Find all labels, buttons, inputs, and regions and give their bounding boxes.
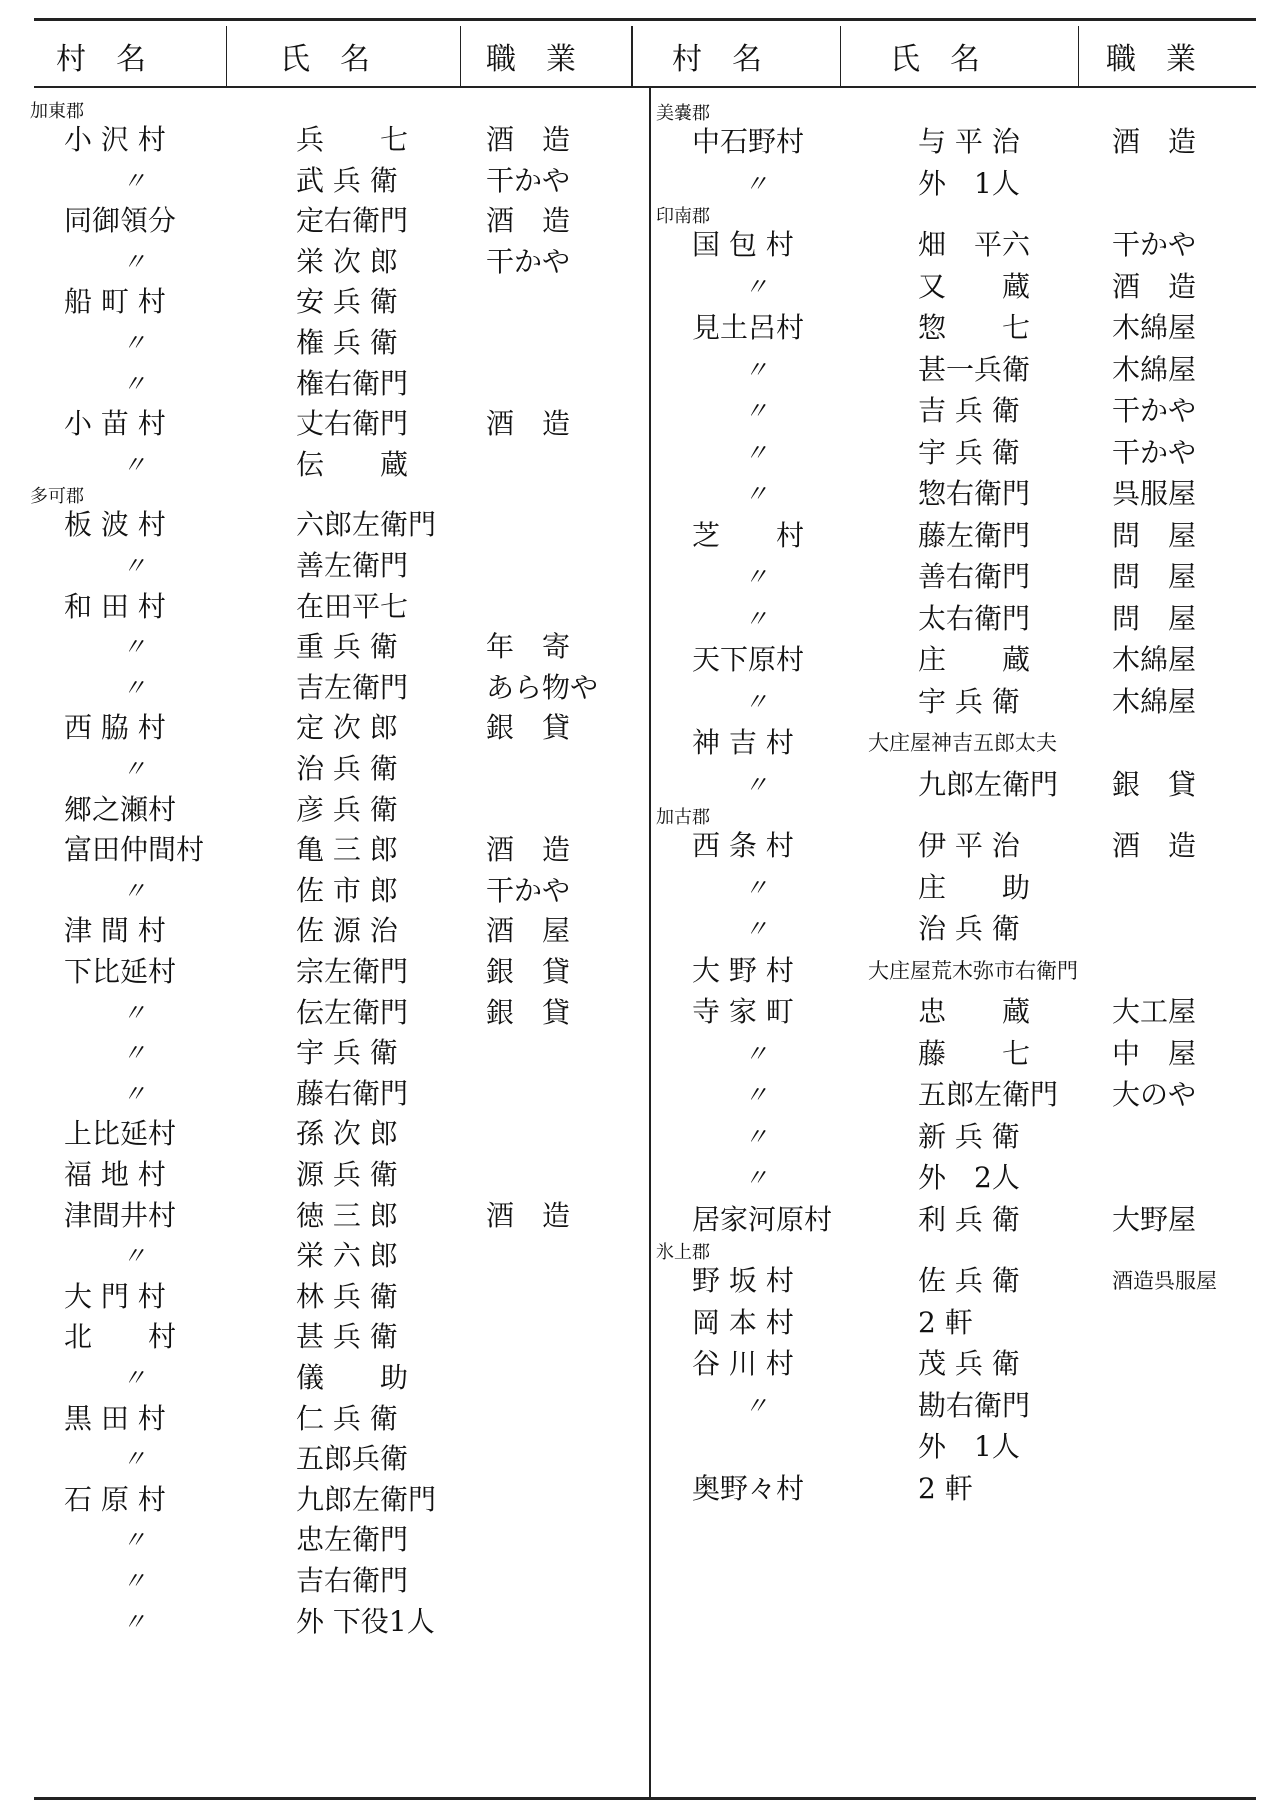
name-cell: 藤 七 — [918, 1036, 1031, 1070]
list-item — [0, 1261, 1279, 1301]
village-cell: 〃 — [122, 1526, 146, 1555]
list-item — [0, 599, 1279, 639]
name-cell: 定右衛門 — [296, 204, 409, 238]
occupation-cell: 酒造呉服屋 — [1112, 1269, 1217, 1293]
occupation-cell: 酒 造 — [486, 833, 571, 867]
name-cell: 安 兵 衛 — [296, 285, 398, 319]
list-item — [0, 1602, 1279, 1642]
name-cell-wide: 大庄屋荒木弥市右衛門 — [868, 958, 1078, 983]
name-cell: 権 兵 衛 — [296, 326, 398, 359]
name-cell: 忠 蔵 — [918, 995, 1031, 1028]
header-label: 職 業 — [1106, 42, 1196, 77]
occupation-cell: 木綿屋 — [1112, 684, 1197, 718]
occupation-cell: あら物や — [486, 670, 599, 704]
list-item — [0, 1561, 1279, 1601]
village-cell: 〃 — [122, 450, 146, 479]
village-cell: 〃 — [744, 770, 768, 799]
name-cell: 善左衛門 — [296, 549, 409, 582]
village-cell: 〃 — [122, 998, 146, 1027]
list-item — [0, 1200, 1279, 1240]
name-cell: 宗左衛門 — [296, 955, 409, 988]
district-label: 印南郡 — [656, 206, 710, 227]
village-cell: 天下原村 — [692, 643, 805, 676]
name-cell: 又 蔵 — [918, 269, 1031, 303]
village-cell: 〃 — [744, 1164, 768, 1192]
village-cell: 〃 — [744, 355, 768, 384]
name-cell: 与 平 治 — [918, 125, 1020, 158]
village-cell: 〃 — [122, 552, 146, 580]
name-cell: 兵 七 — [296, 123, 409, 156]
header-sep-3 — [631, 26, 633, 86]
occupation-cell: 問 屋 — [1112, 560, 1197, 593]
name-cell: 仁 兵 衛 — [296, 1401, 398, 1435]
name-cell: 宇 兵 衛 — [296, 1036, 398, 1070]
district-label: 加古郡 — [656, 807, 710, 828]
name-cell: 九郎左衛門 — [918, 767, 1059, 801]
header-sep-4 — [840, 26, 841, 86]
list-item — [0, 992, 1279, 1032]
list-item — [0, 1117, 1279, 1157]
village-cell: 〃 — [122, 633, 146, 662]
name-cell: 権右衛門 — [296, 366, 409, 400]
village-cell: 〃 — [122, 1039, 146, 1068]
village-cell: 野 坂 村 — [692, 1264, 794, 1297]
village-cell: 郷之瀬村 — [64, 792, 177, 826]
occupation-cell: 年 寄 — [486, 630, 571, 664]
village-cell: 〃 — [744, 1081, 768, 1109]
name-cell: 宇 兵 衛 — [918, 684, 1020, 718]
village-cell: 西 脇 村 — [64, 711, 166, 745]
name-cell: 佐 源 治 — [296, 914, 398, 948]
name-cell: 定 次 郎 — [296, 711, 398, 745]
name-cell: 庄 蔵 — [918, 643, 1031, 676]
name-cell: 外 1人 — [918, 1430, 1020, 1463]
name-cell: 藤右衛門 — [296, 1076, 409, 1110]
list-item — [0, 1386, 1279, 1426]
occupation-cell: 干かや — [1112, 228, 1197, 261]
village-cell: 岡 本 村 — [692, 1305, 794, 1339]
village-cell: 〃 — [744, 480, 768, 508]
village-cell: 〃 — [122, 1364, 146, 1392]
occupation-cell: 干かや — [1112, 394, 1197, 427]
name-cell: 2 軒 — [918, 1471, 973, 1505]
village-cell: 〃 — [744, 563, 768, 591]
village-cell: 芝 村 — [692, 518, 805, 552]
list-item — [0, 1469, 1279, 1509]
district-label: 加東郡 — [30, 101, 84, 122]
village-cell: 〃 — [744, 397, 768, 425]
occupation-cell: 酒 造 — [1112, 125, 1197, 158]
village-cell: 小 苗 村 — [64, 407, 166, 441]
name-cell: 林 兵 衛 — [296, 1279, 398, 1313]
header-name-left — [280, 26, 410, 86]
occupation-cell: 銀 貸 — [486, 955, 571, 988]
list-item — [0, 225, 1279, 265]
name-cell: 外 下役1人 — [296, 1604, 435, 1638]
name-cell: 治 兵 衛 — [296, 752, 398, 785]
village-cell: 西 条 村 — [692, 829, 794, 862]
occupation-cell: 銀 貸 — [486, 711, 571, 745]
list-item — [0, 826, 1279, 866]
list-item — [0, 1034, 1279, 1074]
village-cell: 〃 — [122, 247, 146, 276]
occupation-cell: 木綿屋 — [1112, 311, 1197, 344]
village-cell: 居家河原村 — [692, 1202, 833, 1236]
header-village-right — [672, 26, 802, 86]
name-cell: 丈右衛門 — [296, 407, 409, 441]
occupation-cell: 酒 造 — [486, 1198, 571, 1232]
village-cell: 〃 — [122, 1079, 146, 1108]
name-cell: 畑 平六 — [918, 228, 1031, 261]
list-item — [0, 723, 1279, 763]
header-occupation-left — [486, 26, 606, 86]
occupation-cell: 大のや — [1112, 1078, 1197, 1111]
name-cell: 惣右衛門 — [918, 477, 1031, 510]
list-item — [0, 474, 1279, 514]
header-name-right — [890, 26, 1020, 86]
occupation-cell: 呉服屋 — [1112, 477, 1197, 510]
occupation-cell: 酒 造 — [486, 204, 571, 238]
list-item — [0, 164, 1279, 204]
village-cell: 津間井村 — [64, 1198, 177, 1232]
header-sep-2 — [460, 26, 461, 86]
occupation-cell: 干かや — [1112, 435, 1197, 469]
village-cell: 〃 — [744, 1039, 768, 1068]
header-label: 村 名 — [672, 42, 762, 77]
list-item — [0, 682, 1279, 722]
village-cell: 津 間 村 — [64, 914, 166, 948]
district-label: 氷上郡 — [656, 1242, 710, 1263]
list-item — [0, 1075, 1279, 1115]
list-item — [0, 267, 1279, 307]
village-cell: 石 原 村 — [64, 1482, 166, 1516]
list-item — [0, 516, 1279, 556]
name-cell: 儀 助 — [296, 1361, 409, 1394]
village-cell: 〃 — [122, 673, 146, 702]
village-cell: 黒 田 村 — [64, 1401, 166, 1435]
village-cell: 〃 — [744, 604, 768, 633]
village-cell: 〃 — [744, 873, 768, 902]
village-cell: 〃 — [744, 915, 768, 943]
list-item — [0, 350, 1279, 390]
list-item — [0, 1303, 1279, 1343]
occupation-cell: 銀 貸 — [1112, 767, 1197, 801]
village-cell: 北 村 — [64, 1320, 177, 1354]
name-cell: 勘右衛門 — [918, 1388, 1031, 1422]
village-cell: 谷 川 村 — [692, 1347, 794, 1380]
occupation-cell: 大工屋 — [1112, 995, 1197, 1028]
village-cell: 寺 家 町 — [692, 995, 794, 1028]
occupation-cell: 大野屋 — [1112, 1202, 1197, 1236]
occupation-cell: 酒 造 — [486, 407, 571, 441]
village-cell: 船 町 村 — [64, 285, 166, 319]
village-cell: 上比延村 — [64, 1117, 177, 1151]
header-sep-5 — [1078, 26, 1079, 86]
village-cell: 〃 — [744, 1122, 768, 1151]
name-cell: 九郎左衛門 — [296, 1482, 437, 1516]
village-cell: 富田仲間村 — [64, 833, 205, 867]
occupation-cell: 問 屋 — [1112, 518, 1197, 552]
list-item — [0, 1158, 1279, 1198]
name-cell: 治 兵 衛 — [918, 912, 1020, 945]
list-item — [0, 391, 1279, 431]
name-cell: 庄 助 — [918, 870, 1031, 904]
name-cell: 六郎左衛門 — [296, 508, 437, 542]
name-cell: 太右衛門 — [918, 601, 1031, 635]
name-cell: 新 兵 衛 — [918, 1119, 1020, 1153]
district-label: 多可郡 — [30, 486, 84, 508]
village-cell: 同御領分 — [64, 204, 177, 238]
occupation-cell: 酒 造 — [1112, 829, 1197, 862]
village-cell: 小 沢 村 — [64, 123, 166, 156]
header-sep-1 — [226, 26, 227, 86]
name-cell: 善右衛門 — [918, 560, 1031, 593]
name-cell: 吉左衛門 — [296, 670, 409, 704]
village-cell: 福 地 村 — [64, 1158, 166, 1191]
village-cell: 〃 — [744, 687, 768, 716]
name-cell: 甚 兵 衛 — [296, 1320, 398, 1354]
name-cell: 彦 兵 衛 — [296, 792, 398, 826]
list-item — [0, 868, 1279, 908]
name-cell: 栄 六 郎 — [296, 1239, 398, 1273]
village-cell: 神 吉 村 — [692, 726, 794, 759]
list-item — [0, 951, 1279, 991]
village-cell: 〃 — [122, 1242, 146, 1271]
list-item — [0, 1344, 1279, 1384]
name-cell: 茂 兵 衛 — [918, 1347, 1020, 1380]
village-cell: 中石野村 — [692, 125, 805, 158]
name-cell: 外 2人 — [918, 1161, 1020, 1194]
bottom-rule — [34, 1797, 1256, 1800]
village-cell: 奥野々村 — [692, 1471, 805, 1505]
village-cell: 〃 — [744, 169, 768, 198]
occupation-cell: 酒 造 — [486, 123, 571, 156]
occupation-cell: 問 屋 — [1112, 601, 1197, 635]
list-item — [0, 557, 1279, 597]
name-cell: 吉 兵 衛 — [918, 394, 1020, 427]
name-cell: 孫 次 郎 — [296, 1117, 398, 1151]
district-label: 美嚢郡 — [656, 103, 710, 124]
village-cell: 〃 — [122, 876, 146, 905]
name-cell: 吉右衛門 — [296, 1564, 409, 1597]
header-label: 氏 名 — [280, 42, 370, 77]
village-cell: 国 包 村 — [692, 228, 794, 261]
name-cell: 佐 兵 衛 — [918, 1264, 1020, 1297]
occupation-cell: 干かや — [486, 163, 571, 197]
occupation-cell: 干かや — [486, 873, 571, 907]
village-cell: 〃 — [122, 755, 146, 783]
name-cell: 甚一兵衛 — [918, 352, 1031, 386]
header-village-left — [56, 26, 186, 86]
name-cell: 外 1人 — [918, 166, 1020, 200]
village-cell: 〃 — [744, 438, 768, 467]
list-item — [0, 1427, 1279, 1467]
list-item — [0, 308, 1279, 348]
occupation-cell: 干かや — [486, 244, 571, 278]
village-cell: 〃 — [122, 166, 146, 195]
village-cell: 〃 — [122, 369, 146, 398]
occupation-cell: 木綿屋 — [1112, 643, 1197, 676]
village-cell: 大 門 村 — [64, 1279, 166, 1313]
village-cell: 和 田 村 — [64, 589, 166, 623]
name-cell: 惣 七 — [918, 311, 1031, 344]
name-cell: 宇 兵 衛 — [918, 435, 1020, 469]
header-bottom-rule — [34, 86, 1256, 88]
name-cell: 伊 平 治 — [918, 829, 1020, 862]
village-cell: 板 波 村 — [64, 508, 166, 542]
occupation-cell: 中 屋 — [1112, 1036, 1197, 1070]
village-cell: 〃 — [122, 1607, 146, 1636]
village-cell: 〃 — [122, 1445, 146, 1474]
list-item — [0, 765, 1279, 805]
top-rule — [34, 18, 1256, 21]
name-cell: 伝左衛門 — [296, 995, 409, 1029]
occupation-cell: 銀 貸 — [486, 995, 571, 1029]
name-cell: 忠左衛門 — [296, 1523, 409, 1557]
name-cell: 源 兵 衛 — [296, 1158, 398, 1191]
header-label: 村 名 — [56, 42, 146, 77]
list-item — [0, 909, 1279, 949]
name-cell: 五郎兵衛 — [296, 1442, 409, 1476]
header-label: 職 業 — [486, 42, 576, 77]
header-label: 氏 名 — [890, 42, 980, 77]
name-cell: 2 軒 — [918, 1305, 973, 1339]
name-cell: 栄 次 郎 — [296, 244, 398, 278]
name-cell: 藤左衛門 — [918, 518, 1031, 552]
occupation-cell: 酒 屋 — [486, 914, 571, 948]
village-cell: 〃 — [122, 329, 146, 357]
name-cell: 重 兵 衛 — [296, 630, 398, 664]
village-cell: 〃 — [744, 1391, 768, 1420]
name-cell: 五郎左衛門 — [918, 1078, 1059, 1111]
name-cell: 佐 市 郎 — [296, 873, 398, 907]
village-cell: 〃 — [744, 272, 768, 301]
name-cell-wide: 大庄屋神吉五郎太夫 — [868, 731, 1057, 755]
name-cell: 在田平七 — [296, 589, 409, 623]
list-item — [0, 640, 1279, 680]
name-cell: 徳 三 郎 — [296, 1198, 398, 1232]
village-cell: 〃 — [122, 1567, 146, 1595]
occupation-cell: 木綿屋 — [1112, 352, 1197, 386]
list-item — [0, 122, 1279, 162]
village-cell: 下比延村 — [64, 955, 177, 988]
name-cell: 武 兵 衛 — [296, 163, 398, 197]
list-item — [0, 1520, 1279, 1560]
occupation-cell: 酒 造 — [1112, 269, 1197, 303]
name-cell: 亀 三 郎 — [296, 833, 398, 867]
village-cell: 大 野 村 — [692, 953, 794, 987]
name-cell: 利 兵 衛 — [918, 1202, 1020, 1236]
village-cell: 見土呂村 — [692, 311, 805, 344]
name-cell: 伝 蔵 — [296, 447, 409, 481]
list-item — [0, 433, 1279, 473]
header-occupation-right — [1106, 26, 1226, 86]
